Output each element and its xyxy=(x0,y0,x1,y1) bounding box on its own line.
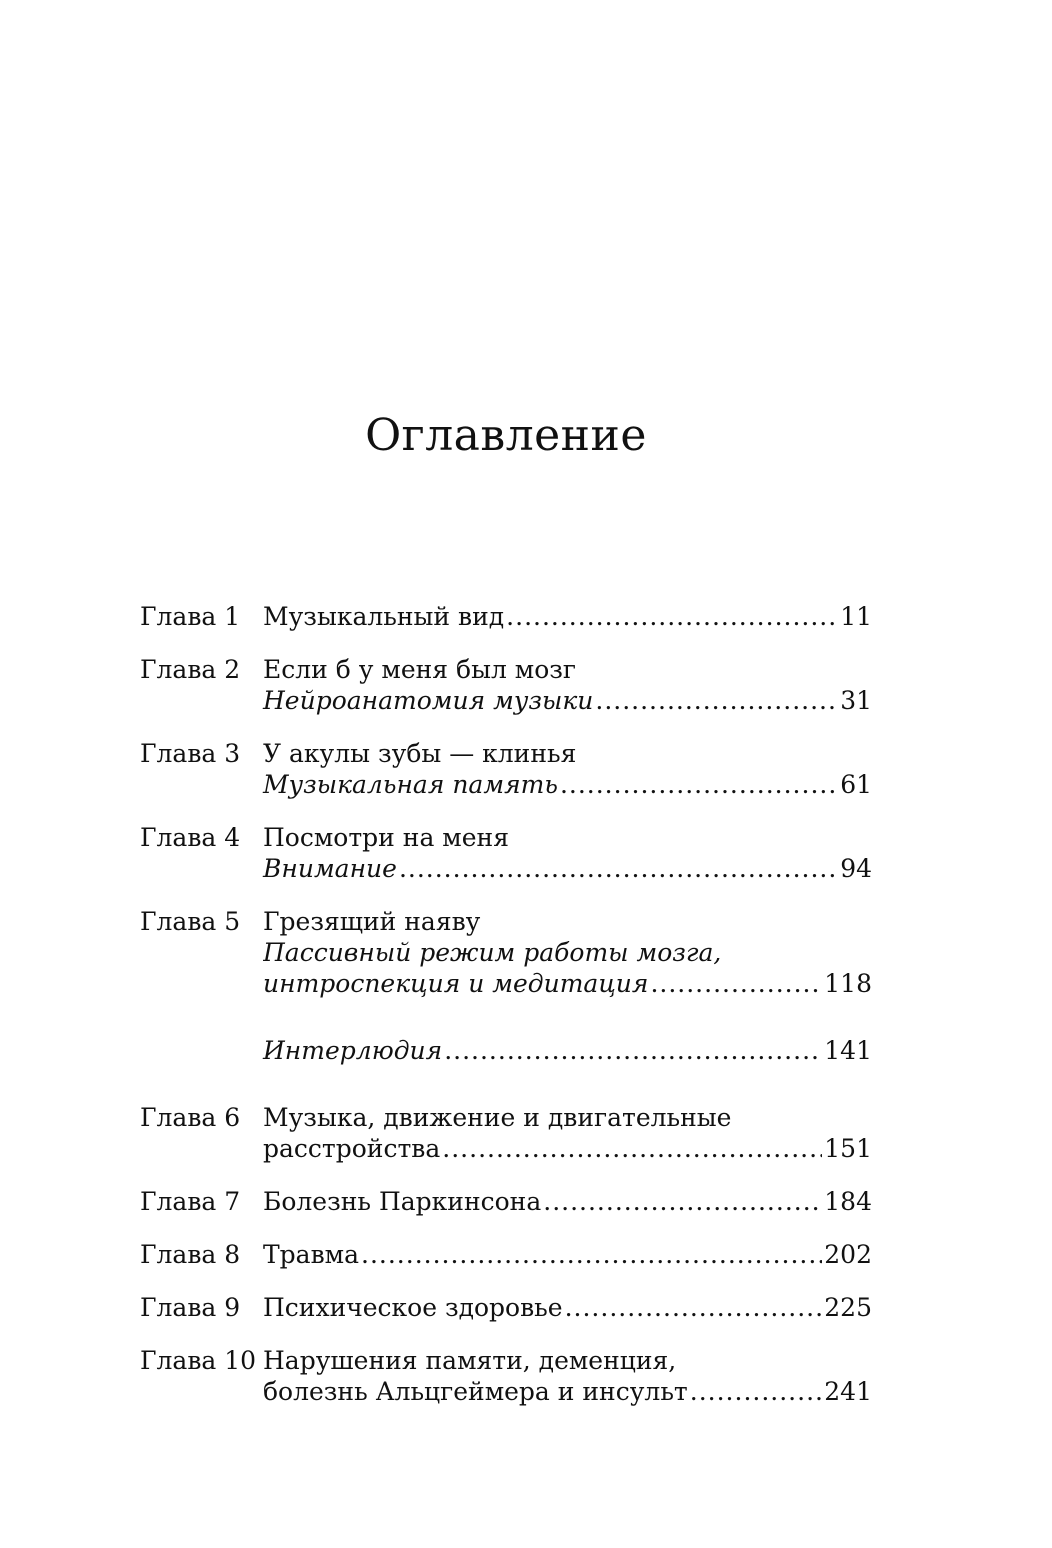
dot-leader xyxy=(595,685,838,716)
page-number: 61 xyxy=(840,770,872,799)
toc-entry-chapter-10[interactable] xyxy=(140,1345,872,1407)
dot-leader xyxy=(442,1133,822,1164)
toc-entry-chapter-1[interactable] xyxy=(140,601,872,632)
table-of-contents xyxy=(140,601,872,1407)
toc-entry-chapter-3[interactable] xyxy=(140,738,872,800)
chapter-title: Психическое здоровье xyxy=(263,1293,563,1322)
chapter-label: Глава 4 xyxy=(140,823,241,852)
chapter-title: Музыка, движение и двигательные xyxy=(263,1103,732,1132)
dot-leader xyxy=(690,1376,823,1407)
toc-entry-chapter-5[interactable] xyxy=(140,906,872,999)
chapter-label: Глава 2 xyxy=(140,655,241,684)
page-number: 241 xyxy=(824,1377,872,1406)
chapter-label: Глава 7 xyxy=(140,1187,241,1216)
toc-entry-chapter-2[interactable] xyxy=(140,654,872,716)
page-number: 151 xyxy=(824,1134,872,1163)
chapter-title: Травма xyxy=(263,1240,360,1269)
interlude-title: Интерлюдия xyxy=(263,1036,443,1065)
dot-leader xyxy=(361,1239,822,1270)
chapter-subtitle-continued: интроспекция и медитация xyxy=(263,969,649,998)
dot-leader xyxy=(560,769,838,800)
page-number: 118 xyxy=(824,969,872,998)
page-number: 31 xyxy=(840,686,872,715)
chapter-label: Глава 6 xyxy=(140,1103,241,1132)
dot-leader xyxy=(650,968,822,999)
page-title: Оглавление xyxy=(365,410,647,461)
chapter-title: Грезящий наяву xyxy=(263,907,481,936)
chapter-title-continued: болезнь Альцгеймера и инсульт xyxy=(263,1377,688,1406)
chapter-label: Глава 1 xyxy=(140,602,241,631)
dot-leader xyxy=(506,601,838,632)
chapter-label: Глава 9 xyxy=(140,1293,241,1322)
page-number: 184 xyxy=(824,1187,872,1216)
chapter-label: Глава 3 xyxy=(140,739,241,768)
chapter-subtitle: Пассивный режим работы мозга, xyxy=(263,938,722,967)
dot-leader xyxy=(399,853,838,884)
chapter-title: Если б у меня был мозг xyxy=(263,655,577,684)
dot-leader xyxy=(543,1186,822,1217)
toc-entry-chapter-8[interactable] xyxy=(140,1239,872,1270)
chapter-title-continued: расстройства xyxy=(263,1134,441,1163)
chapter-title: Посмотри на меня xyxy=(263,823,509,852)
chapter-subtitle: Внимание xyxy=(263,854,397,883)
toc-entry-chapter-6[interactable] xyxy=(140,1102,872,1164)
chapter-subtitle: Музыкальная память xyxy=(263,770,558,799)
chapter-label: Глава 8 xyxy=(140,1240,241,1269)
chapter-subtitle: Нейроанатомия музыки xyxy=(263,686,594,715)
chapter-title: У акулы зубы — клинья xyxy=(263,739,577,768)
chapter-title: Музыкальный вид xyxy=(263,602,505,631)
page-number: 141 xyxy=(824,1036,872,1065)
dot-leader xyxy=(444,1035,822,1066)
chapter-label: Глава 10 xyxy=(140,1346,257,1375)
page-number: 225 xyxy=(824,1293,872,1322)
chapter-title: Болезнь Паркинсона xyxy=(263,1187,542,1216)
toc-entry-interlude[interactable] xyxy=(140,1035,872,1066)
chapter-label: Глава 5 xyxy=(140,907,241,936)
page-number: 11 xyxy=(840,602,872,631)
toc-entry-chapter-9[interactable] xyxy=(140,1292,872,1323)
page-number: 202 xyxy=(824,1240,872,1269)
toc-entry-chapter-4[interactable] xyxy=(140,822,872,884)
dot-leader xyxy=(565,1292,823,1323)
toc-entry-chapter-7[interactable] xyxy=(140,1186,872,1217)
chapter-title: Нарушения памяти, деменция, xyxy=(263,1346,677,1375)
page-number: 94 xyxy=(840,854,872,883)
